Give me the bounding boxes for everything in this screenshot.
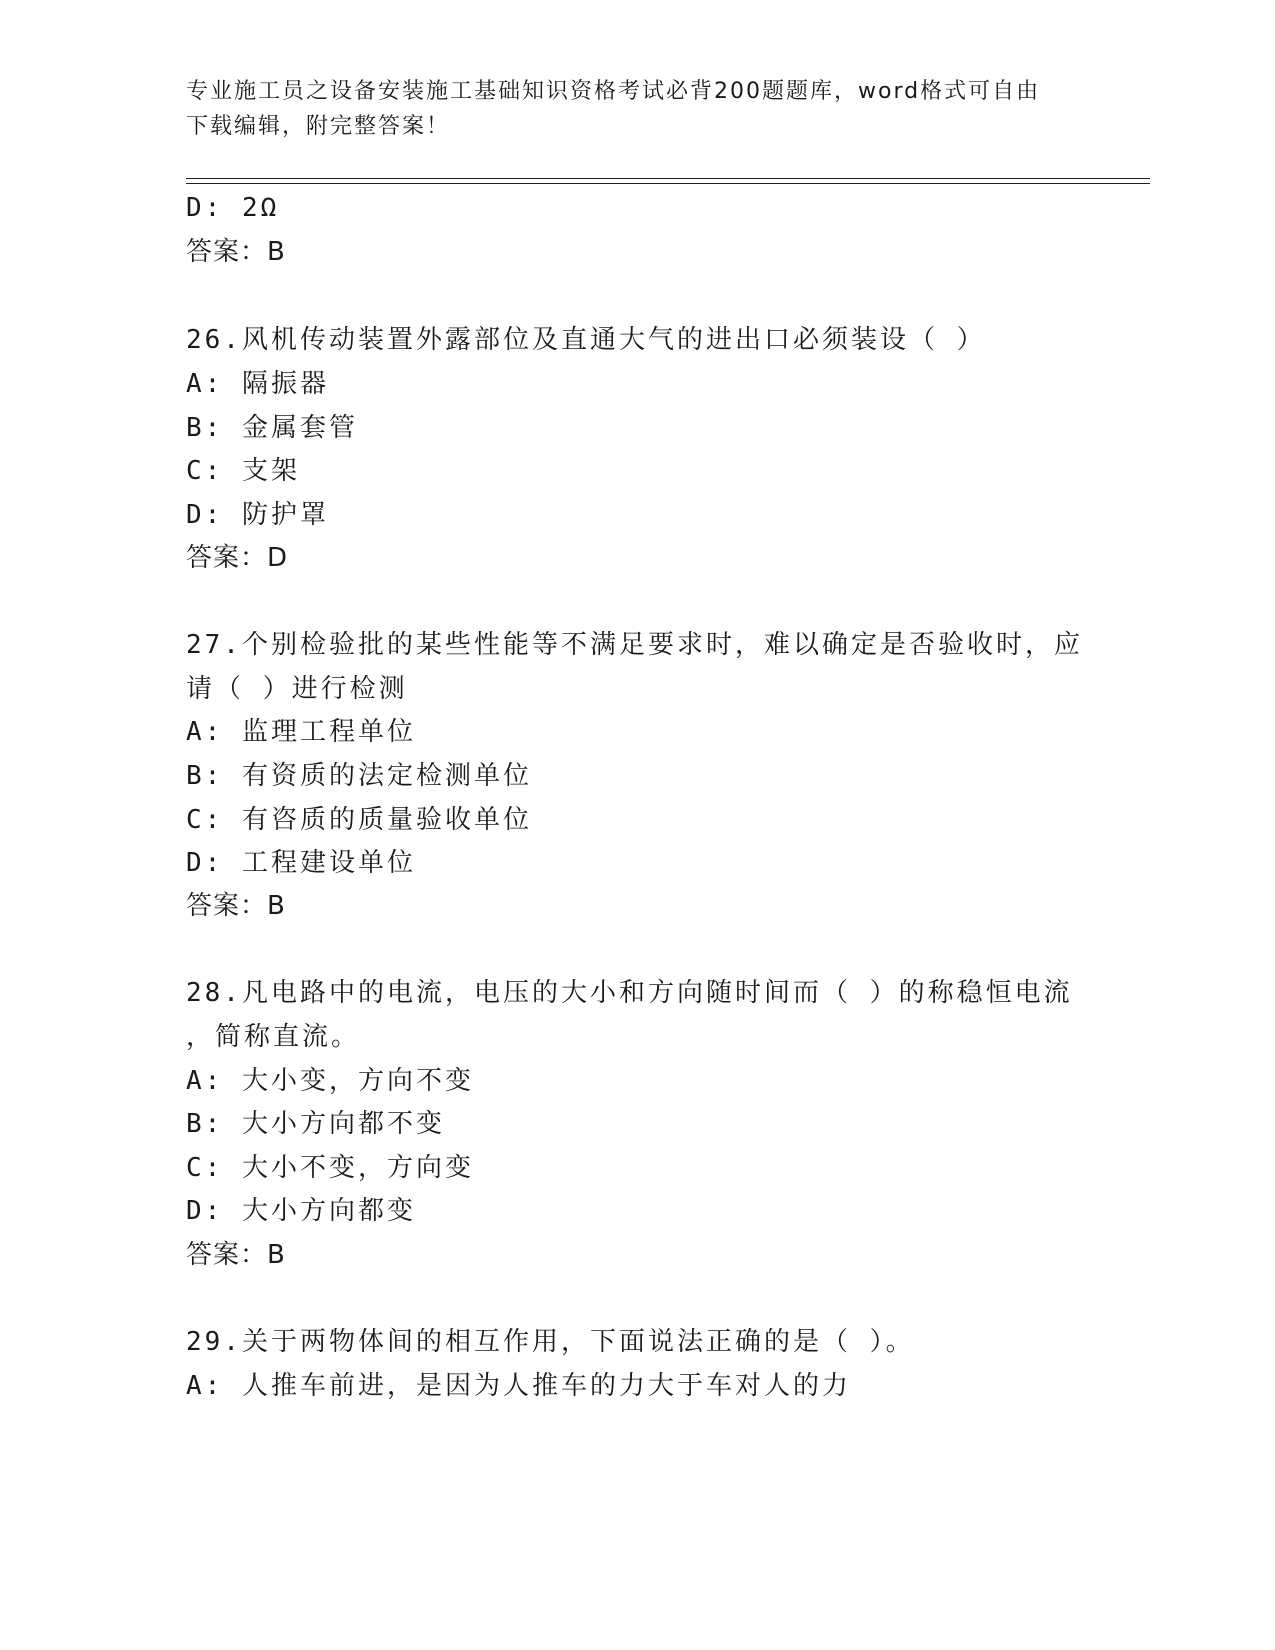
q26-stem: 26.风机传动装置外露部位及直通大气的进出口必须装设（ ） <box>186 325 986 355</box>
header-divider-bottom <box>186 183 1150 184</box>
q26-option-c: C: 支架 <box>186 456 300 486</box>
document-header <box>186 74 1086 144</box>
q25-option-d: D: 2Ω <box>186 193 280 223</box>
q27-option-c: C: 有咨质的质量验收单位 <box>186 805 532 835</box>
q27-option-a: A: 监理工程单位 <box>186 717 416 747</box>
q27-answer: 答案：B <box>186 891 286 921</box>
header-line-1: 专业施工员之设备安装施工基础知识资格考试必背200题题库，word格式可自由 <box>186 79 1041 104</box>
q28-stem-line-1: 28.凡电路中的电流，电压的大小和方向随时间而（ ）的称稳恒电流 <box>186 978 1073 1008</box>
q28-stem-line-2: ，简称直流。 <box>186 1022 361 1052</box>
q27-stem-line-1: 27.个别检验批的某些性能等不满足要求时，难以确定是否验收时，应 <box>186 630 1083 660</box>
q25-answer: 答案：B <box>186 237 286 267</box>
q27-stem-line-2: 请（ ）进行检测 <box>186 674 408 704</box>
q28-option-a: A: 大小变，方向不变 <box>186 1066 474 1096</box>
q29-stem: 29.关于两物体间的相互作用，下面说法正确的是（ ）。 <box>186 1327 915 1357</box>
q26-option-a: A: 隔振器 <box>186 369 329 399</box>
q26-option-b: B: 金属套管 <box>186 413 358 443</box>
header-divider-top <box>186 178 1150 179</box>
q28-option-b: B: 大小方向都不变 <box>186 1109 445 1139</box>
q27-option-d: D: 工程建设单位 <box>186 848 416 878</box>
q28-option-d: D: 大小方向都变 <box>186 1196 416 1226</box>
q26-option-d: D: 防护罩 <box>186 500 329 530</box>
header-line-2: 下载编辑，附完整答案！ <box>186 114 451 139</box>
q26-answer: 答案：D <box>186 543 289 573</box>
q29-option-a: A: 人推车前进，是因为人推车的力大于车对人的力 <box>186 1371 851 1401</box>
q28-answer: 答案：B <box>186 1240 286 1270</box>
q27-option-b: B: 有资质的法定检测单位 <box>186 761 532 791</box>
q28-option-c: C: 大小不变，方向变 <box>186 1153 474 1183</box>
